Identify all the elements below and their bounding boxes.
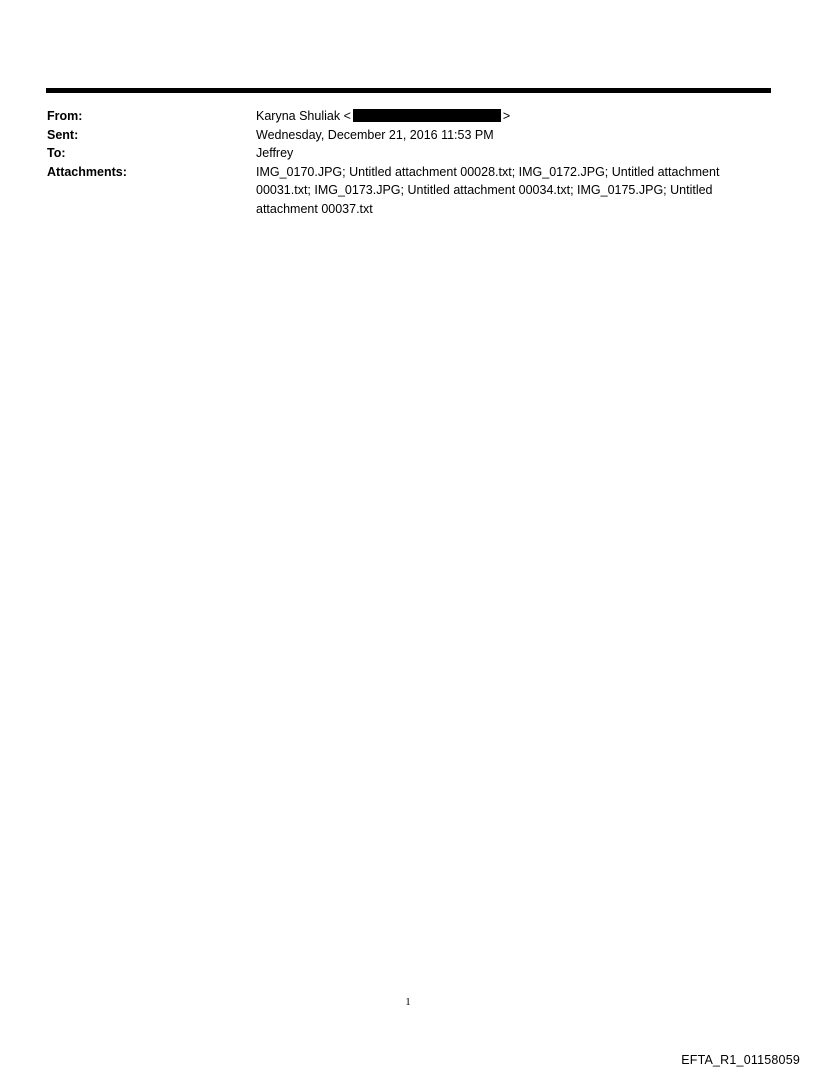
sent-label: Sent: (47, 127, 79, 142)
to-value: Jeffrey (256, 146, 294, 160)
from-value (256, 107, 767, 126)
from-row (47, 107, 767, 126)
page-number: 1 (405, 996, 411, 1008)
from-label: From: (47, 109, 83, 123)
email-header (47, 107, 767, 218)
to-label: To: (47, 146, 66, 160)
to-row (47, 144, 767, 163)
sent-row (47, 126, 767, 145)
attachments-value: IMG_0170.JPG; Untitled attachment 00028.txt; IMG_0172.JPG; Untitled attachment 00031.txt; IMG_0173.JPG; Untitled attachment 00034.txt; IMG_0175.JPG; Untitled attachment 00037.txt (256, 164, 720, 216)
email-close-bracket: > (502, 109, 511, 123)
header-divider (46, 88, 771, 93)
email-open-bracket: < (343, 109, 351, 123)
redacted-email-address (353, 109, 501, 122)
attachments-row (47, 163, 767, 219)
sent-value: Wednesday, December 21, 2016 11:53 PM (256, 127, 494, 142)
sender-name: Karyna Shuliak (256, 109, 341, 123)
bates-number: EFTA_R1_01158059 (681, 1053, 800, 1067)
attachments-label: Attachments: (47, 164, 127, 179)
